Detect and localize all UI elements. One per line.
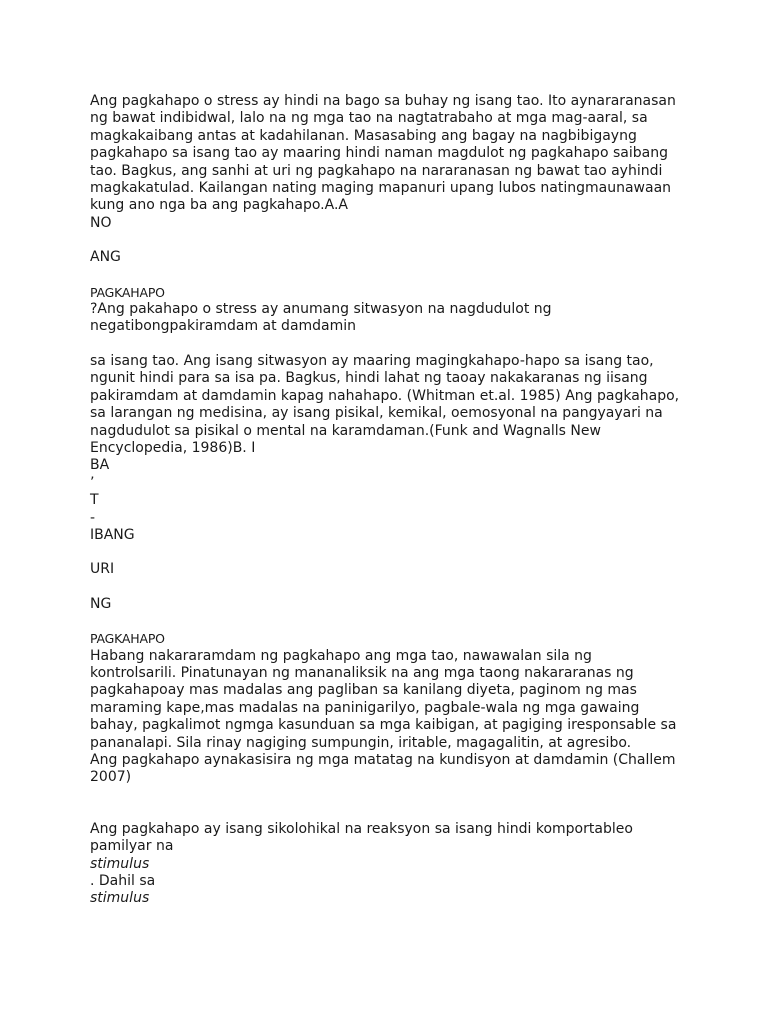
text-line: BA [90, 457, 110, 474]
text-line: Habang nakararamdam ng pagkahapo ang mga tao, nawawalan sila ng [90, 647, 592, 664]
text-line: maraming kape,mas madalas na paninigarilyo, pagbale-wala ng mga gawaing [90, 699, 640, 716]
heading-fragment-pagkahapo: PAGKAHAPO [90, 284, 165, 300]
heading-fragment-pagkahapo-2: PAGKAHAPO [90, 631, 165, 647]
italic-term: stimulus [90, 890, 150, 907]
text-line: Ang pagkahapo ay isang sikolohikal na reaksyon sa isang hindi komportableo [90, 820, 633, 837]
paragraph-effects [90, 648, 690, 787]
text-line: magkakaibang antas at kadahilanan. Masasabing ang bagay na nagbibigayng [90, 127, 637, 144]
text-line: 2007) [90, 769, 132, 786]
text-line: IBANG [90, 526, 135, 543]
text-line: T [90, 492, 99, 509]
heading-fragment-ang: ANG [90, 249, 121, 266]
text-line: . Dahil sa [90, 873, 156, 890]
text-line: Encyclopedia, 1986)B. I [90, 439, 256, 456]
paragraph-definition [90, 301, 690, 336]
paragraph-explanation [90, 353, 690, 544]
text-line: nagdudulot sa pisikal o mental na karamdaman.(Funk and Wagnalls New [90, 422, 601, 439]
paragraph-intro [90, 93, 690, 215]
text-line: ’ [90, 474, 95, 491]
italic-term: stimulus [90, 855, 150, 872]
text-line: Ang pagkahapo aynakasisira ng mga matatag na kundisyon at damdamin (Challem [90, 752, 676, 768]
text-line: pagkahapo sa isang tao ay maaring hindi naman magdulot ng pagkahapo saibang [90, 145, 668, 162]
heading-fragment-no: NO [90, 214, 112, 231]
heading-fragment-ng: NG [90, 595, 112, 612]
text-line: sa isang tao. Ang isang sitwasyon ay maaring magingkahapo-hapo sa isang tao, [90, 352, 654, 369]
text-line: bahay, pagkalimot ngmga kasunduan sa mga kaibigan, at pagiging iresponsable sa [90, 717, 677, 734]
text-line: negatibongpakiramdam at damdamin [90, 318, 357, 335]
text-line: tao. Bagkus, ang sanhi at uri ng pagkahapo na nararanasan ng bawat tao ayhindi [90, 162, 663, 179]
document-page [90, 93, 690, 908]
text-line: kung ano nga ba ang pagkahapo.A.A [90, 197, 348, 214]
text-line: ngunit hindi para sa isa pa. Bagkus, hindi lahat ng taoay nakakaranas ng iisang [90, 370, 648, 387]
text-line: sa larangan ng medisina, ay isang pisikal, kemikal, oemosyonal na pangyayari na [90, 405, 663, 422]
text-line: - [90, 509, 96, 526]
text-line: kontrolsarili. Pinatunayan ng mananaliksik na ang mga taong nakararanas ng [90, 664, 634, 681]
text-line: magkakatulad. Kailangan nating maging mapanuri upang lubos natingmaunawaan [90, 180, 672, 197]
text-line: pananalapi. Sila rinay nagiging sumpungin, iritable, magagalitin, at agresibo. [90, 734, 632, 751]
text-line: pakiramdam at damdamin kapag nahahapo. (Whitman et.al. 1985) Ang pagkahapo, [90, 387, 680, 404]
text-line: pamilyar na [90, 838, 174, 855]
heading-fragment-uri: URI [90, 561, 115, 578]
text-line: ?Ang pakahapo o stress ay anumang sitwasyon na nagdudulot ng [90, 301, 552, 318]
paragraph-psychological [90, 821, 690, 908]
text-line: pagkahapoay mas madalas ang pagliban sa kanilang diyeta, paginom ng mas [90, 682, 637, 699]
text-line: Ang pagkahapo o stress ay hindi na bago sa buhay ng isang tao. Ito aynararanasan [90, 93, 676, 109]
text-line: ng bawat indibidwal, lalo na ng mga tao na nagtatrabaho at mga mag-aaral, sa [90, 110, 648, 127]
